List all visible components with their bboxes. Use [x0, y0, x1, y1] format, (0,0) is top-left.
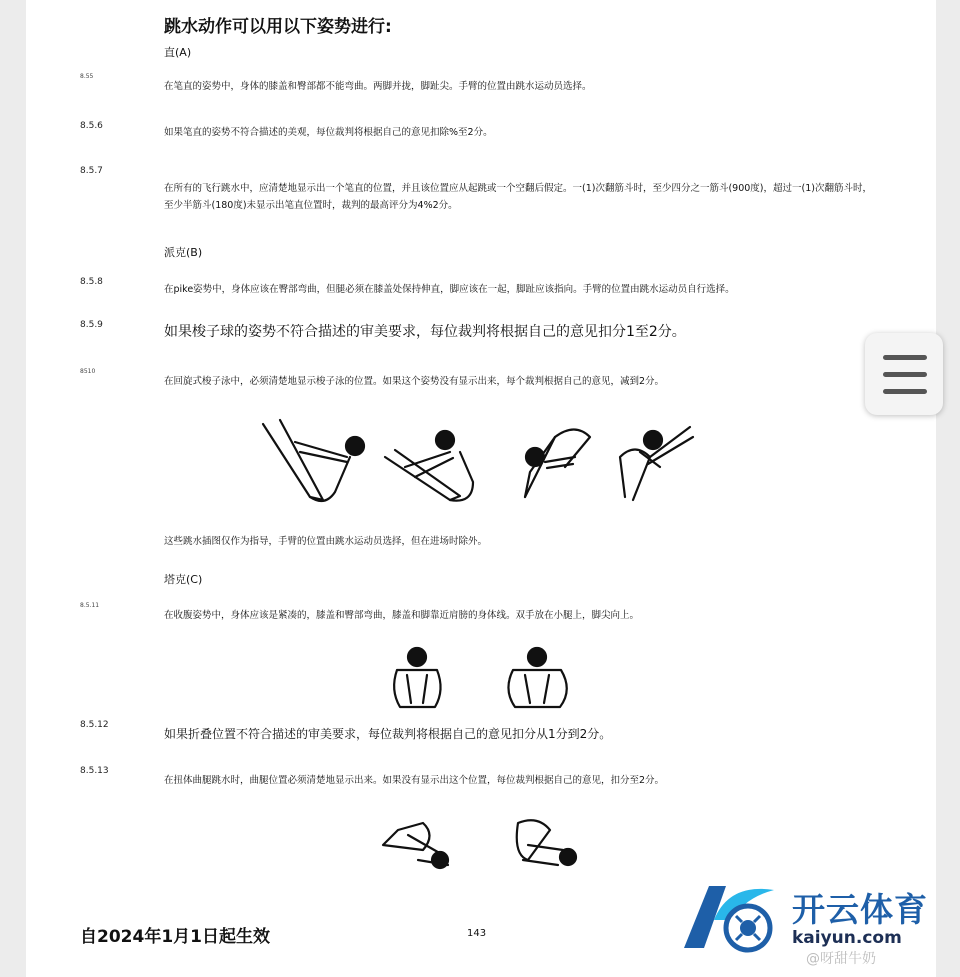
rule-number: 8.5.13	[80, 766, 109, 776]
brand-name: 开云体育	[792, 890, 928, 929]
rule-number: 8.5.11	[80, 602, 100, 609]
rule-text: 在回旋式梭子泳中，必须清楚地显示梭子泳的位置。如果这个姿势没有显示出来，每个裁判根据自己的意见，减到2分。	[164, 376, 665, 387]
rule-text: 如果折叠位置不符合描述的审美要求，每位裁判将根据自己的意见扣分从1分到2分。	[164, 727, 612, 741]
rule-number: 8.5.7	[80, 166, 103, 176]
rule-text: 在扭体曲腿跳水时，曲腿位置必须清楚地显示出来。如果没有显示出这个位置，每位裁判根据自己的意见，扣分至2分。	[164, 775, 665, 786]
tuck-diver-illustrations	[385, 645, 585, 715]
hamburger-menu-icon[interactable]	[865, 333, 943, 415]
rule-number: 8.5.6	[80, 121, 103, 131]
rule-number: 8510	[80, 368, 96, 375]
rule-number: 8.5.12	[80, 720, 109, 730]
page-number: 143	[467, 928, 487, 939]
twist-pike-illustrations	[378, 815, 588, 875]
page-heading: 跳水动作可以用以下姿势进行:	[164, 17, 392, 37]
rule-text: 在收腹姿势中，身体应该是紧凑的，膝盖和臀部弯曲，膝盖和脚靠近肩膀的身体线。双手放在小腿上，脚尖向上。	[164, 610, 640, 621]
rule-number: 8.5.8	[80, 277, 103, 287]
pike-diver-illustrations	[255, 412, 700, 512]
section-tuck-label: 塔克(C)	[164, 573, 203, 586]
brand-url: kaiyun.com	[792, 928, 902, 948]
kaiyun-logo-icon	[674, 878, 784, 958]
rule-number: 8.5.9	[80, 320, 103, 330]
rule-text: 在笔直的姿势中，身体的膝盖和臀部都不能弯曲。两脚并拢，脚趾尖。手臂的位置由跳水运动员选择。	[164, 81, 592, 92]
rule-text: 如果梭子球的姿势不符合描述的审美要求，每位裁判将根据自己的意见扣分1至2分。	[164, 324, 686, 340]
brand-logo	[674, 878, 954, 958]
rule-text: 如果笔直的姿势不符合描述的美观，每位裁判将根据自己的意见扣除%至2分。	[164, 127, 493, 138]
section-pike-label: 派克(B)	[164, 246, 203, 259]
section-straight-label: 直(A)	[164, 46, 192, 59]
effective-date: 自2024年1月1日起生效	[80, 927, 270, 947]
illustration-note: 这些跳水插图仅作为指导，手臂的位置由跳水运动员选择，但在进场时除外。	[164, 536, 488, 547]
rule-text: 在所有的飞行跳水中，应清楚地显示出一个笔直的位置，并且该位置应从起跳或一个空翻后假定。一(1)次翻筋斗时，至少四分之一筋斗(900度)，超过一(1)次翻筋斗时，至少半筋斗(180度)未显示出笔直位置时，裁判的最高评分为4%2分。	[164, 183, 872, 211]
author-watermark: @呀甜牛奶	[806, 951, 876, 967]
rule-number: 8.55	[80, 73, 94, 80]
rule-text: 在pike姿势中，身体应该在臀部弯曲，但腿必须在膝盖处保持伸直，脚应该在一起，脚趾应该指向。手臂的位置由跳水运动员自行选择。	[164, 284, 735, 295]
